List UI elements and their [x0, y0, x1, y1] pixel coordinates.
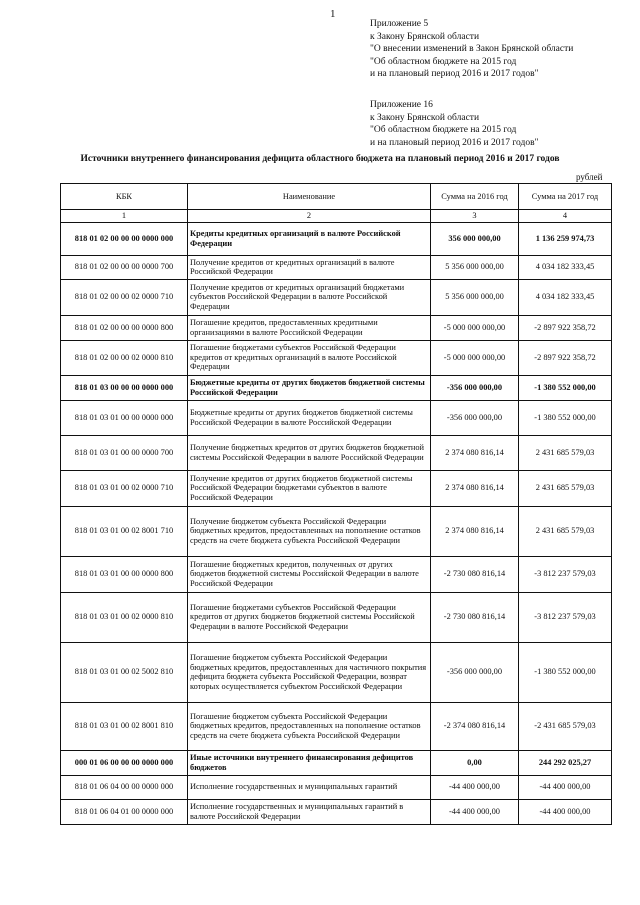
annex-line: "О внесении изменений в Закон Брянской области: [370, 44, 574, 54]
sum-2017-cell: -2 897 922 358,72: [519, 315, 612, 340]
annex-line: и на плановый период 2016 и 2017 годов": [370, 137, 539, 148]
sum-2016-cell: 5 356 000 000,00: [431, 279, 519, 315]
sum-2017-cell: 1 136 259 974,73: [519, 222, 612, 255]
table-row: [61, 470, 612, 506]
name-cell: Погашение бюджетом субъекта Российской Федерации бюджетных кредитов, предоставленных для частичного покрытия дефицита бюджета субъекта Российской Федерации, возврат которых осуществляется субъектом Российской Федерации: [188, 642, 431, 702]
sum-2016-cell: 356 000 000,00: [431, 222, 519, 255]
name-cell: Погашение бюджетом субъекта Российской Федерации бюджетных кредитов, предоставленных на пополнение остатков средств на счете бюджета субъекта Российской Федерации: [188, 702, 431, 750]
sum-2016-cell: -44 400 000,00: [431, 775, 519, 799]
kbk-code-cell: 000 01 06 00 00 00 0000 000: [61, 750, 188, 775]
table-row: [61, 750, 612, 775]
sum-2017-cell: -3 812 237 579,03: [519, 556, 612, 592]
header-name: Наименование: [188, 184, 431, 210]
table-row: [61, 799, 612, 824]
kbk-code-cell: 818 01 03 01 00 02 0000 810: [61, 592, 188, 642]
sum-2017-cell: 2 431 685 579,03: [519, 470, 612, 506]
sum-2016-cell: -2 374 080 816,14: [431, 702, 519, 750]
table-row: [61, 435, 612, 470]
annex-line: Приложение 5: [370, 19, 429, 29]
sum-2016-cell: -356 000 000,00: [431, 400, 519, 435]
kbk-code-cell: 818 01 03 01 00 00 0000 000: [61, 400, 188, 435]
sum-2017-cell: -44 400 000,00: [519, 775, 612, 799]
sum-2017-cell: 2 431 685 579,03: [519, 435, 612, 470]
annex-line: и на плановый период 2016 и 2017 годов": [370, 69, 539, 79]
kbk-code-cell: 818 01 03 01 00 02 8001 810: [61, 702, 188, 750]
kbk-code-cell: 818 01 06 04 00 00 0000 000: [61, 775, 188, 799]
table-row: [61, 775, 612, 799]
sum-2016-cell: -356 000 000,00: [431, 642, 519, 702]
table-row: [61, 340, 612, 375]
table-row: [61, 702, 612, 750]
sum-2016-cell: -356 000 000,00: [431, 375, 519, 400]
column-number: 3: [431, 210, 519, 223]
sum-2016-cell: -2 730 080 816,14: [431, 556, 519, 592]
sum-2016-cell: 2 374 080 816,14: [431, 470, 519, 506]
kbk-code-cell: 818 01 03 00 00 00 0000 000: [61, 375, 188, 400]
name-cell: Получение кредитов от кредитных организаций бюджетами субъектов Российской Федерации в валюте Российской Федерации: [188, 279, 431, 315]
kbk-code-cell: 818 01 02 00 00 02 0000 810: [61, 340, 188, 375]
sum-2017-cell: 2 431 685 579,03: [519, 506, 612, 556]
name-cell: Исполнение государственных и муниципальных гарантий: [188, 775, 431, 799]
table-row: [61, 315, 612, 340]
kbk-code-cell: 818 01 02 00 00 00 0000 800: [61, 315, 188, 340]
sum-2016-cell: -2 730 080 816,14: [431, 592, 519, 642]
sum-2017-cell: 244 292 025,27: [519, 750, 612, 775]
table-row: [61, 255, 612, 279]
column-number: 2: [188, 210, 431, 223]
name-cell: Иные источники внутреннего финансирования дефицитов бюджетов: [188, 750, 431, 775]
name-cell: Бюджетные кредиты от других бюджетов бюджетной системы Российской Федерации: [188, 375, 431, 400]
kbk-code-cell: 818 01 03 01 00 02 8001 710: [61, 506, 188, 556]
units-label: рублей: [576, 172, 603, 182]
sum-2017-cell: -1 380 552 000,00: [519, 375, 612, 400]
name-cell: Получение бюджетом субъекта Российской Федерации бюджетных кредитов, предоставленных на пополнение остатков средств на счете бюджета субъекта Российской Федерации: [188, 506, 431, 556]
annex-header-current: [370, 18, 573, 81]
name-cell: Кредиты кредитных организаций в валюте Российской Федерации: [188, 222, 431, 255]
table-row: [61, 375, 612, 400]
kbk-code-cell: 818 01 02 00 00 00 0000 000: [61, 222, 188, 255]
sum-2016-cell: -5 000 000 000,00: [431, 315, 519, 340]
name-cell: Исполнение государственных и муниципальных гарантий в валюте Российской Федерации: [188, 799, 431, 824]
sum-2016-cell: -44 400 000,00: [431, 799, 519, 824]
name-cell: Получение бюджетных кредитов от других бюджетов бюджетной системы Российской Федерации в валюте Российской Федерации: [188, 435, 431, 470]
name-cell: Погашение бюджетных кредитов, полученных от других бюджетов бюджетной системы Российской Федерации в валюте Российской Федерации: [188, 556, 431, 592]
kbk-code-cell: 818 01 02 00 00 00 0000 700: [61, 255, 188, 279]
sum-2017-cell: -1 380 552 000,00: [519, 642, 612, 702]
name-cell: Получение кредитов от кредитных организаций в валюте Российской Федерации: [188, 255, 431, 279]
name-cell: Погашение бюджетами субъектов Российской Федерации кредитов от кредитных организаций в валюте Российской Федерации: [188, 340, 431, 375]
table-body: [61, 222, 612, 824]
kbk-code-cell: 818 01 03 01 00 00 0000 800: [61, 556, 188, 592]
table-row: [61, 556, 612, 592]
kbk-code-cell: 818 01 03 01 00 00 0000 700: [61, 435, 188, 470]
table-row: [61, 592, 612, 642]
sum-2017-cell: -44 400 000,00: [519, 799, 612, 824]
name-cell: Погашение кредитов, предоставленных кредитными организациями в валюте Российской Федерации: [188, 315, 431, 340]
table-header-row: [61, 184, 612, 210]
financing-sources-table: [60, 183, 612, 825]
table-row: [61, 506, 612, 556]
kbk-code-cell: 818 01 03 01 00 02 0000 710: [61, 470, 188, 506]
sum-2017-cell: 4 034 182 333,45: [519, 255, 612, 279]
kbk-code-cell: 818 01 02 00 00 02 0000 710: [61, 279, 188, 315]
sum-2017-cell: -3 812 237 579,03: [519, 592, 612, 642]
name-cell: Бюджетные кредиты от других бюджетов бюджетной системы Российской Федерации в валюте Российской Федерации: [188, 400, 431, 435]
annex-line: к Закону Брянской области: [370, 112, 480, 123]
column-number-row: [61, 210, 612, 223]
sum-2016-cell: 0,00: [431, 750, 519, 775]
page-number: 1: [330, 8, 336, 20]
document-title: Источники внутреннего финансирования дефицита областного бюджета на плановый период 2016 и 2017 годов: [80, 154, 560, 164]
annex-line: к Закону Брянской области: [370, 31, 480, 42]
kbk-code-cell: 818 01 06 04 01 00 0000 000: [61, 799, 188, 824]
kbk-code-cell: 818 01 03 01 00 02 5002 810: [61, 642, 188, 702]
sum-2016-cell: 2 374 080 816,14: [431, 506, 519, 556]
table-row: [61, 642, 612, 702]
header-sum-2016: Сумма на 2016 год: [431, 184, 519, 210]
table-row: [61, 279, 612, 315]
sum-2016-cell: 5 356 000 000,00: [431, 255, 519, 279]
annex-line: "Об областном бюджете на 2015 год: [370, 56, 517, 67]
annex-line: Приложение 16: [370, 100, 433, 110]
table-row: [61, 222, 612, 255]
column-number: 4: [519, 210, 612, 223]
sum-2017-cell: -2 431 685 579,03: [519, 702, 612, 750]
name-cell: Погашение бюджетами субъектов Российской Федерации кредитов от других бюджетов бюджетной системы Российской Федерации в валюте Российской Федерации: [188, 592, 431, 642]
annex-header-original: [370, 99, 538, 149]
table-row: [61, 400, 612, 435]
column-number: 1: [61, 210, 188, 223]
name-cell: Получение кредитов от других бюджетов бюджетной системы Российской Федерации бюджетами субъектов в валюте Российской Федерации: [188, 470, 431, 506]
sum-2016-cell: -5 000 000 000,00: [431, 340, 519, 375]
annex-line: "Об областном бюджете на 2015 год: [370, 125, 517, 135]
sum-2017-cell: 4 034 182 333,45: [519, 279, 612, 315]
header-code: КБК: [61, 184, 188, 210]
sum-2017-cell: -1 380 552 000,00: [519, 400, 612, 435]
sum-2017-cell: -2 897 922 358,72: [519, 340, 612, 375]
sum-2016-cell: 2 374 080 816,14: [431, 435, 519, 470]
header-sum-2017: Сумма на 2017 год: [519, 184, 612, 210]
